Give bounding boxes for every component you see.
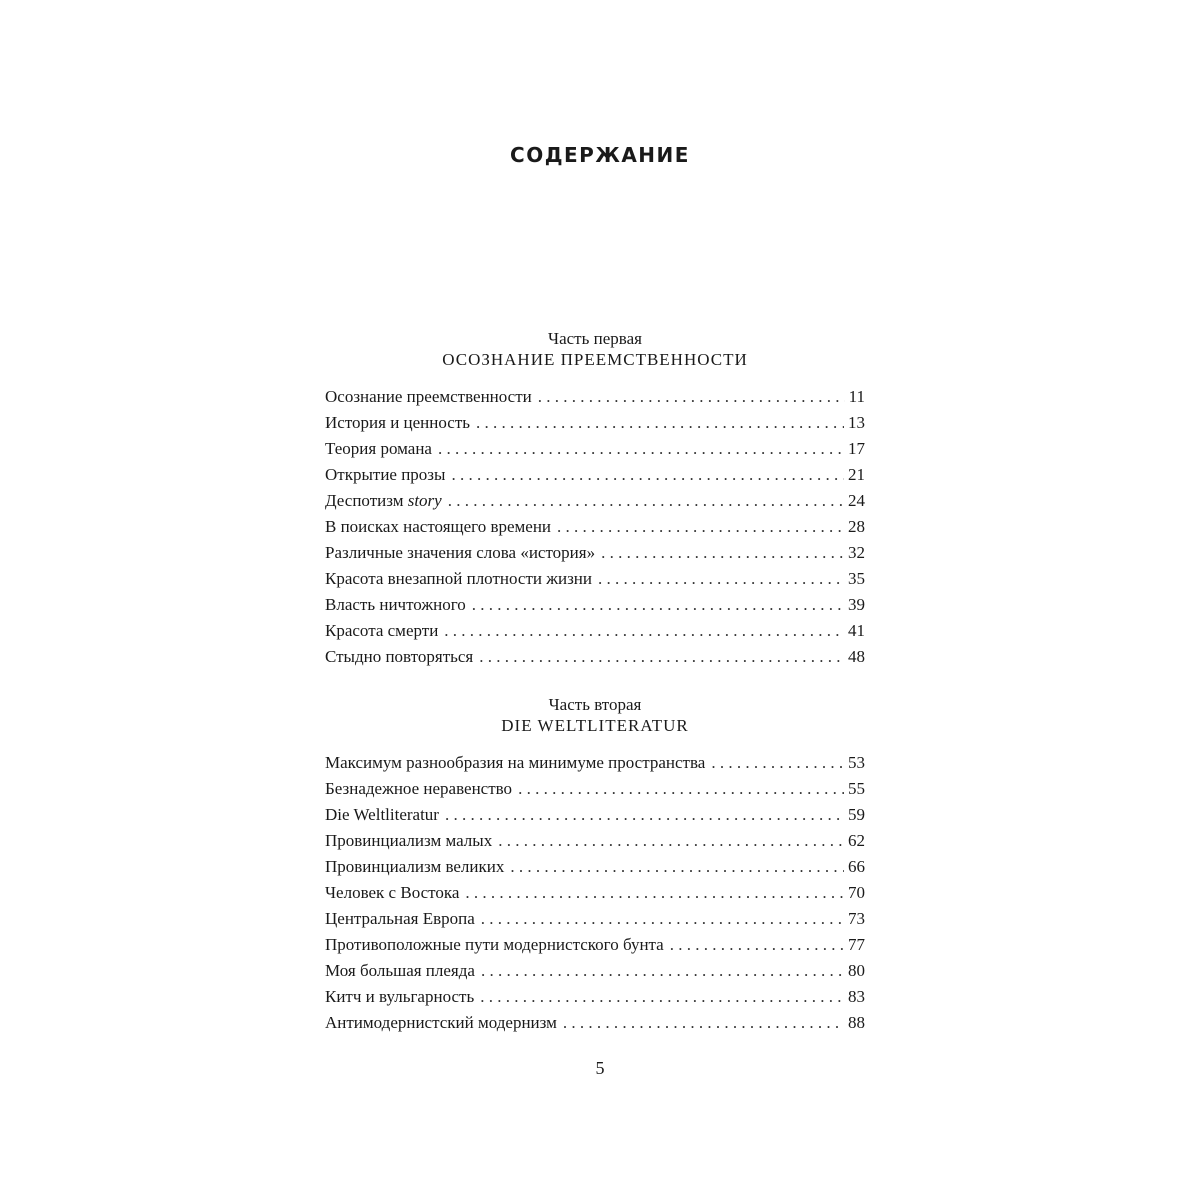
part-label: Часть первая bbox=[548, 329, 642, 348]
toc-entry-title: Моя большая плеяда bbox=[325, 961, 475, 980]
toc-entry-page: 17 bbox=[848, 439, 865, 458]
toc-entry-page: 53 bbox=[848, 753, 865, 772]
dot-leader bbox=[479, 644, 844, 670]
toc-entry-title: Красота смерти bbox=[325, 621, 439, 640]
toc-entry[interactable] bbox=[325, 802, 865, 828]
dot-leader bbox=[518, 776, 844, 802]
toc-entry-page: 48 bbox=[848, 647, 865, 666]
toc-entry-title: Теория романа bbox=[325, 439, 432, 458]
toc-list bbox=[325, 750, 865, 1036]
toc-entry[interactable] bbox=[325, 514, 865, 540]
toc-entry-page: 62 bbox=[848, 831, 865, 850]
dot-leader bbox=[510, 854, 844, 880]
part-title: DIE WELTLITERATUR bbox=[501, 716, 689, 735]
dot-leader bbox=[711, 750, 844, 776]
toc-entry[interactable] bbox=[325, 932, 865, 958]
dot-leader bbox=[438, 436, 844, 462]
toc-entry[interactable] bbox=[325, 958, 865, 984]
toc-entry-title: Стыдно повторяться bbox=[325, 647, 474, 666]
toc-entry-page: 55 bbox=[848, 779, 865, 798]
toc-entry[interactable] bbox=[325, 828, 865, 854]
toc-list bbox=[325, 384, 865, 670]
dot-leader bbox=[670, 932, 844, 958]
toc-entry-page: 83 bbox=[848, 987, 865, 1006]
toc-entry[interactable] bbox=[325, 906, 865, 932]
toc-entry-page: 21 bbox=[848, 465, 865, 484]
toc-entry-title: Безнадежное неравенство bbox=[325, 779, 513, 798]
toc-entry-title: Красота внезапной плотности жизни bbox=[325, 569, 592, 588]
toc-entry-page: 73 bbox=[848, 909, 865, 928]
toc-entry-page: 28 bbox=[848, 517, 865, 536]
toc-entry-title-main: Деспотизм bbox=[325, 491, 404, 510]
dot-leader bbox=[472, 592, 844, 618]
toc-entry[interactable] bbox=[325, 618, 865, 644]
dot-leader bbox=[563, 1010, 844, 1036]
toc-entry-title-italic: story bbox=[407, 491, 442, 510]
toc-entry-page: 77 bbox=[848, 935, 865, 954]
toc-entry-title: В поисках настоящего времени bbox=[325, 517, 552, 536]
toc-entry-title: История и ценность bbox=[325, 413, 471, 432]
toc-entry-page: 35 bbox=[848, 569, 865, 588]
dot-leader bbox=[538, 384, 845, 410]
toc-entry-page: 70 bbox=[848, 883, 865, 902]
dot-leader bbox=[557, 514, 844, 540]
toc-entry-title: Китч и вульгарность bbox=[325, 987, 475, 1006]
toc-entry-page: 66 bbox=[848, 857, 865, 876]
toc-entry-page: 41 bbox=[848, 621, 865, 640]
toc-entry[interactable] bbox=[325, 1010, 865, 1036]
dot-leader bbox=[476, 410, 844, 436]
dot-leader bbox=[451, 462, 844, 488]
toc-entry-page: 39 bbox=[848, 595, 865, 614]
toc-entry[interactable] bbox=[325, 750, 865, 776]
part-label: Часть вторая bbox=[548, 695, 642, 714]
toc-entry-title: Осознание преемственности bbox=[325, 387, 532, 406]
toc-entry[interactable] bbox=[325, 436, 865, 462]
dot-leader bbox=[601, 540, 844, 566]
toc-entry-title: Различные значения слова «история» bbox=[325, 543, 596, 562]
toc-entry[interactable] bbox=[325, 776, 865, 802]
toc-entry-title: Антимодернистский модернизм bbox=[325, 1013, 557, 1032]
dot-leader bbox=[598, 566, 844, 592]
toc-entry-page: 13 bbox=[848, 413, 865, 432]
page-title: СОДЕРЖАНИЕ bbox=[510, 143, 690, 167]
toc-entry-title: Провинциализм великих bbox=[325, 857, 505, 876]
toc-entry-page: 59 bbox=[848, 805, 865, 824]
toc-entry[interactable] bbox=[325, 566, 865, 592]
dot-leader bbox=[465, 880, 844, 906]
part-title: ОСОЗНАНИЕ ПРЕЕМСТВЕННОСТИ bbox=[442, 350, 748, 369]
dot-leader bbox=[481, 958, 844, 984]
toc-entry-title: Открытие прозы bbox=[325, 465, 446, 484]
toc-entry[interactable] bbox=[325, 488, 865, 514]
dot-leader bbox=[498, 828, 844, 854]
toc-entry-title: Die Weltliteratur bbox=[325, 805, 439, 824]
toc-entry-title: Противоположные пути модернистского бунта bbox=[325, 935, 664, 954]
dot-leader bbox=[444, 618, 844, 644]
dot-leader bbox=[480, 984, 844, 1010]
toc-entry-page: 24 bbox=[848, 491, 865, 510]
toc-entry-title: Провинциализм малых bbox=[325, 831, 493, 850]
toc-entry[interactable] bbox=[325, 592, 865, 618]
toc-entry-title: Центральная Европа bbox=[325, 909, 475, 928]
toc-entry-page: 32 bbox=[848, 543, 865, 562]
toc-entry-page: 88 bbox=[848, 1013, 865, 1032]
toc-entry-title: Максимум разнообразия на минимуме пространства bbox=[325, 753, 706, 772]
toc-entry[interactable] bbox=[325, 462, 865, 488]
toc-entry[interactable] bbox=[325, 984, 865, 1010]
toc-entry-page: 11 bbox=[848, 387, 865, 406]
dot-leader bbox=[448, 488, 844, 514]
toc-entry-page: 80 bbox=[848, 961, 865, 980]
dot-leader bbox=[445, 802, 844, 828]
toc-entry[interactable] bbox=[325, 410, 865, 436]
toc-entry[interactable] bbox=[325, 384, 865, 410]
toc-entry-title: Человек с Востока bbox=[325, 883, 460, 902]
toc-entry-title bbox=[325, 488, 448, 514]
page-number: 5 bbox=[595, 1058, 605, 1078]
part-two-section bbox=[325, 694, 865, 1036]
toc-entry[interactable] bbox=[325, 854, 865, 880]
part-one-section bbox=[325, 328, 865, 670]
dot-leader bbox=[481, 906, 844, 932]
toc-entry[interactable] bbox=[325, 880, 865, 906]
toc-entry[interactable] bbox=[325, 644, 865, 670]
toc-entry[interactable] bbox=[325, 540, 865, 566]
toc-entry-title: Власть ничтожного bbox=[325, 595, 466, 614]
